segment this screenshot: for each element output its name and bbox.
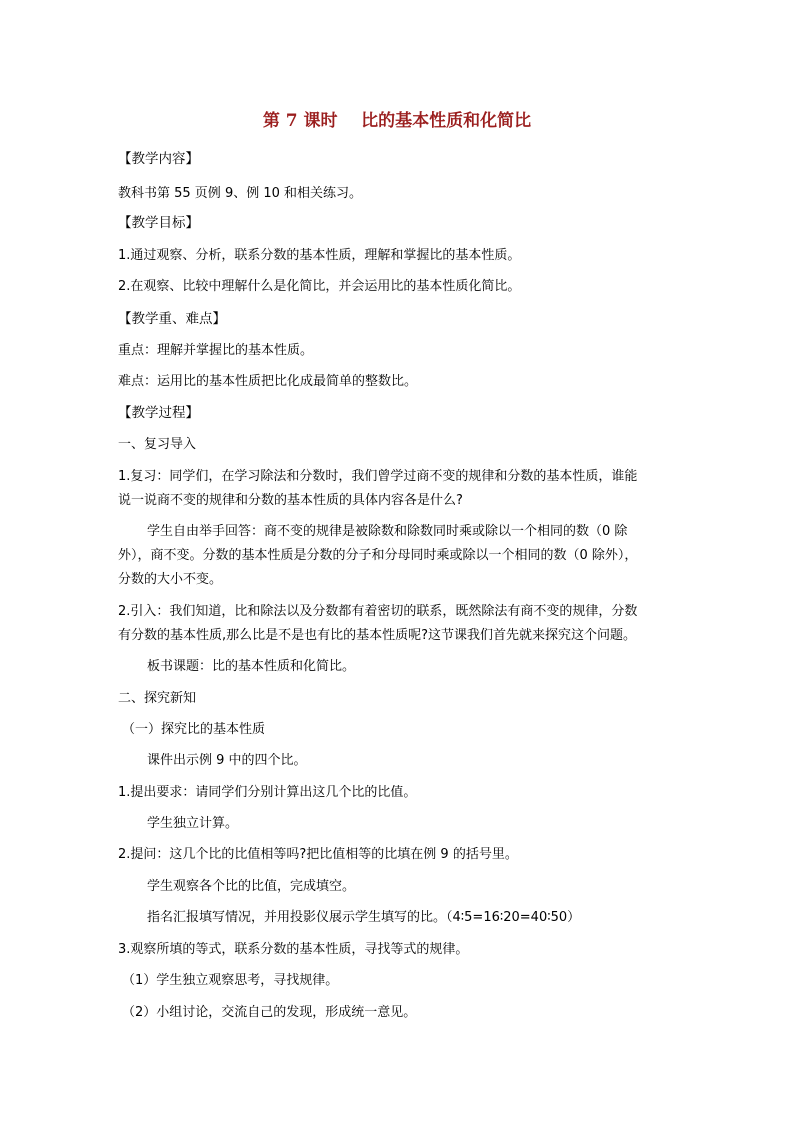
paragraph-step-3-2: （2）小组讨论，交流自己的发现，形成统一意见。 — [122, 1005, 417, 1020]
paragraph-question: 2.提问：这几个比的比值相等吗?把比值相等的比填在例 9 的括号里。 — [118, 847, 518, 862]
paragraph-difficult-point: 难点：运用比的基本性质把比化成最简单的整数比。 — [118, 374, 418, 389]
heading-teaching-process: 【教学过程】 — [118, 405, 199, 421]
paragraph-observe: 学生观察各个比的比值，完成填空。 — [147, 879, 356, 894]
paragraph-answer-line-2: 外），商不变。分数的基本性质是分数的分子和分母同时乘或除以一个相同的数（0 除外）， — [118, 548, 638, 563]
paragraph-calculate: 学生独立计算。 — [147, 816, 239, 831]
paragraph-review-line-1: 1.复习：同学们，在学习除法和分数时，我们曾学过商不变的规律和分数的基本性质，谁能 — [118, 469, 638, 484]
section-explore: 二、探究新知 — [118, 691, 197, 706]
subsection-ratio-property: （一）探究比的基本性质 — [122, 722, 266, 737]
paragraph-intro-line-1: 2.引入：我们知道，比和除法以及分数都有着密切的联系，既然除法有商不变的规律，分数 — [118, 604, 638, 619]
paragraph-answer-line-3: 分数的大小不变。 — [118, 572, 223, 587]
heading-teaching-goals: 【教学目标】 — [118, 215, 199, 231]
paragraph-answer-line-1: 学生自由举手回答：商不变的规律是被除数和除数同时乘或除以一个相同的数（0 除 — [147, 524, 628, 539]
heading-teaching-content: 【教学内容】 — [118, 151, 199, 167]
heading-key-points: 【教学重、难点】 — [118, 311, 226, 327]
paragraph-key-point: 重点：理解并掌握比的基本性质。 — [118, 343, 314, 358]
paragraph-step-3: 3.观察所填的等式，联系分数的基本性质，寻找等式的规律。 — [118, 942, 469, 957]
paragraph-courseware: 课件出示例 9 中的四个比。 — [147, 753, 307, 768]
paragraph-board-title: 板书课题：比的基本性质和化简比。 — [147, 659, 356, 674]
paragraph-goal-2: 2.在观察、比较中理解什么是化简比，并会运用比的基本性质化简比。 — [118, 279, 521, 294]
paragraph-review-line-2: 说一说商不变的规律和分数的基本性质的具体内容各是什么? — [118, 493, 463, 508]
paragraph-report: 指名汇报填写情况，并用投影仪展示学生填写的比。（4∶5=16∶20=40∶50） — [147, 910, 581, 925]
paragraph-content: 教科书第 55 页例 9、例 10 和相关练习。 — [118, 186, 363, 201]
paragraph-step-3-1: （1）学生独立观察思考，寻找规律。 — [122, 973, 339, 988]
page-title: 第 7 课时 比的基本性质和化简比 — [262, 111, 532, 131]
paragraph-intro-line-2: 有分数的基本性质,那么比是不是也有比的基本性质呢?这节课我们首先就来探究这个问题。 — [118, 628, 637, 643]
section-review: 一、复习导入 — [118, 437, 197, 452]
paragraph-goal-1: 1.通过观察、分析，联系分数的基本性质，理解和掌握比的基本性质。 — [118, 248, 521, 263]
paragraph-requirement: 1.提出要求：请同学们分别计算出这几个比的比值。 — [118, 785, 417, 800]
